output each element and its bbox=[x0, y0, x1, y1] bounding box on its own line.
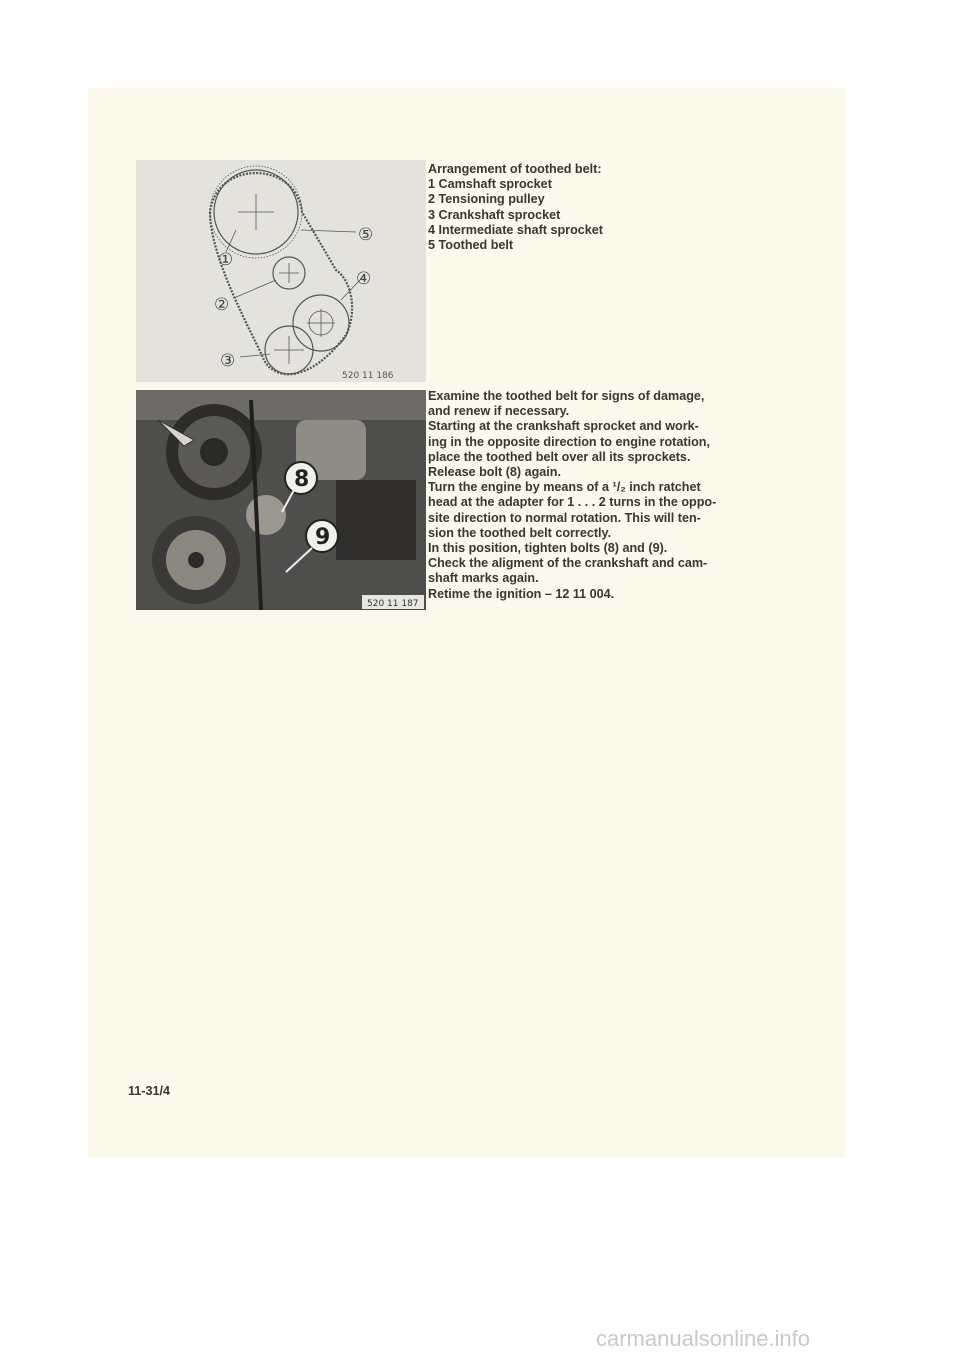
belt-diagram-drawing bbox=[136, 160, 426, 382]
instruction-line: Check the aligment of the crankshaft and cam- bbox=[428, 556, 708, 571]
belt-arrangement-legend bbox=[428, 162, 768, 253]
instruction-line: Turn the engine by means of a ¹/₂ inch ratchet bbox=[428, 480, 701, 495]
legend-title: Arrangement of toothed belt: bbox=[428, 162, 602, 176]
instruction-line: head at the adapter for 1 . . . 2 turns in the oppo- bbox=[428, 495, 717, 510]
instruction-text bbox=[428, 389, 758, 602]
instruction-line: and renew if necessary. bbox=[428, 404, 570, 419]
site-watermark[interactable]: carmanualsonline.info bbox=[596, 1326, 811, 1351]
photo-ref: 520 11 187 bbox=[367, 599, 419, 609]
instruction-line: Starting at the crankshaft sprocket and work- bbox=[428, 419, 699, 434]
engine-photo-drawing bbox=[136, 390, 426, 610]
instruction-line: Retime the ignition – 12 11 004. bbox=[428, 586, 615, 601]
legend-item: 3 Crankshaft sprocket bbox=[428, 207, 561, 222]
callout-5: ⑤ bbox=[358, 225, 374, 245]
legend-item: 2 Tensioning pulley bbox=[428, 192, 545, 207]
engine-photo bbox=[136, 390, 426, 610]
instruction-line: shaft marks again. bbox=[428, 571, 539, 586]
legend-item: 4 Intermediate shaft sprocket bbox=[428, 222, 603, 237]
callout-1: ① bbox=[218, 250, 234, 270]
callout-2: ② bbox=[214, 295, 230, 315]
legend-item: 5 Toothed belt bbox=[428, 238, 514, 253]
callout-4: ④ bbox=[356, 269, 372, 289]
callout-9: 9 bbox=[315, 525, 331, 550]
instruction-line: place the toothed belt over all its sprockets. bbox=[428, 449, 691, 464]
instruction-line: ing in the opposite direction to engine rotation, bbox=[428, 434, 710, 449]
instruction-line: In this position, tighten bolts (8) and (9). bbox=[428, 541, 668, 556]
instruction-line: Examine the toothed belt for signs of damage, bbox=[428, 389, 705, 403]
callout-3: ③ bbox=[220, 351, 236, 371]
toothed-belt bbox=[210, 173, 352, 374]
belt-arrangement-diagram bbox=[136, 160, 426, 382]
diagram-ref: 520 11 186 bbox=[342, 371, 394, 381]
instruction-line: Release bolt (8) again. bbox=[428, 465, 561, 480]
callout-8: 8 bbox=[294, 467, 310, 492]
instruction-line: sion the toothed belt correctly. bbox=[428, 525, 612, 540]
legend-item: 1 Camshaft sprocket bbox=[428, 177, 552, 192]
instruction-line: site direction to normal rotation. This will ten- bbox=[428, 510, 701, 525]
page-number: 11-31/4 bbox=[128, 1084, 171, 1098]
